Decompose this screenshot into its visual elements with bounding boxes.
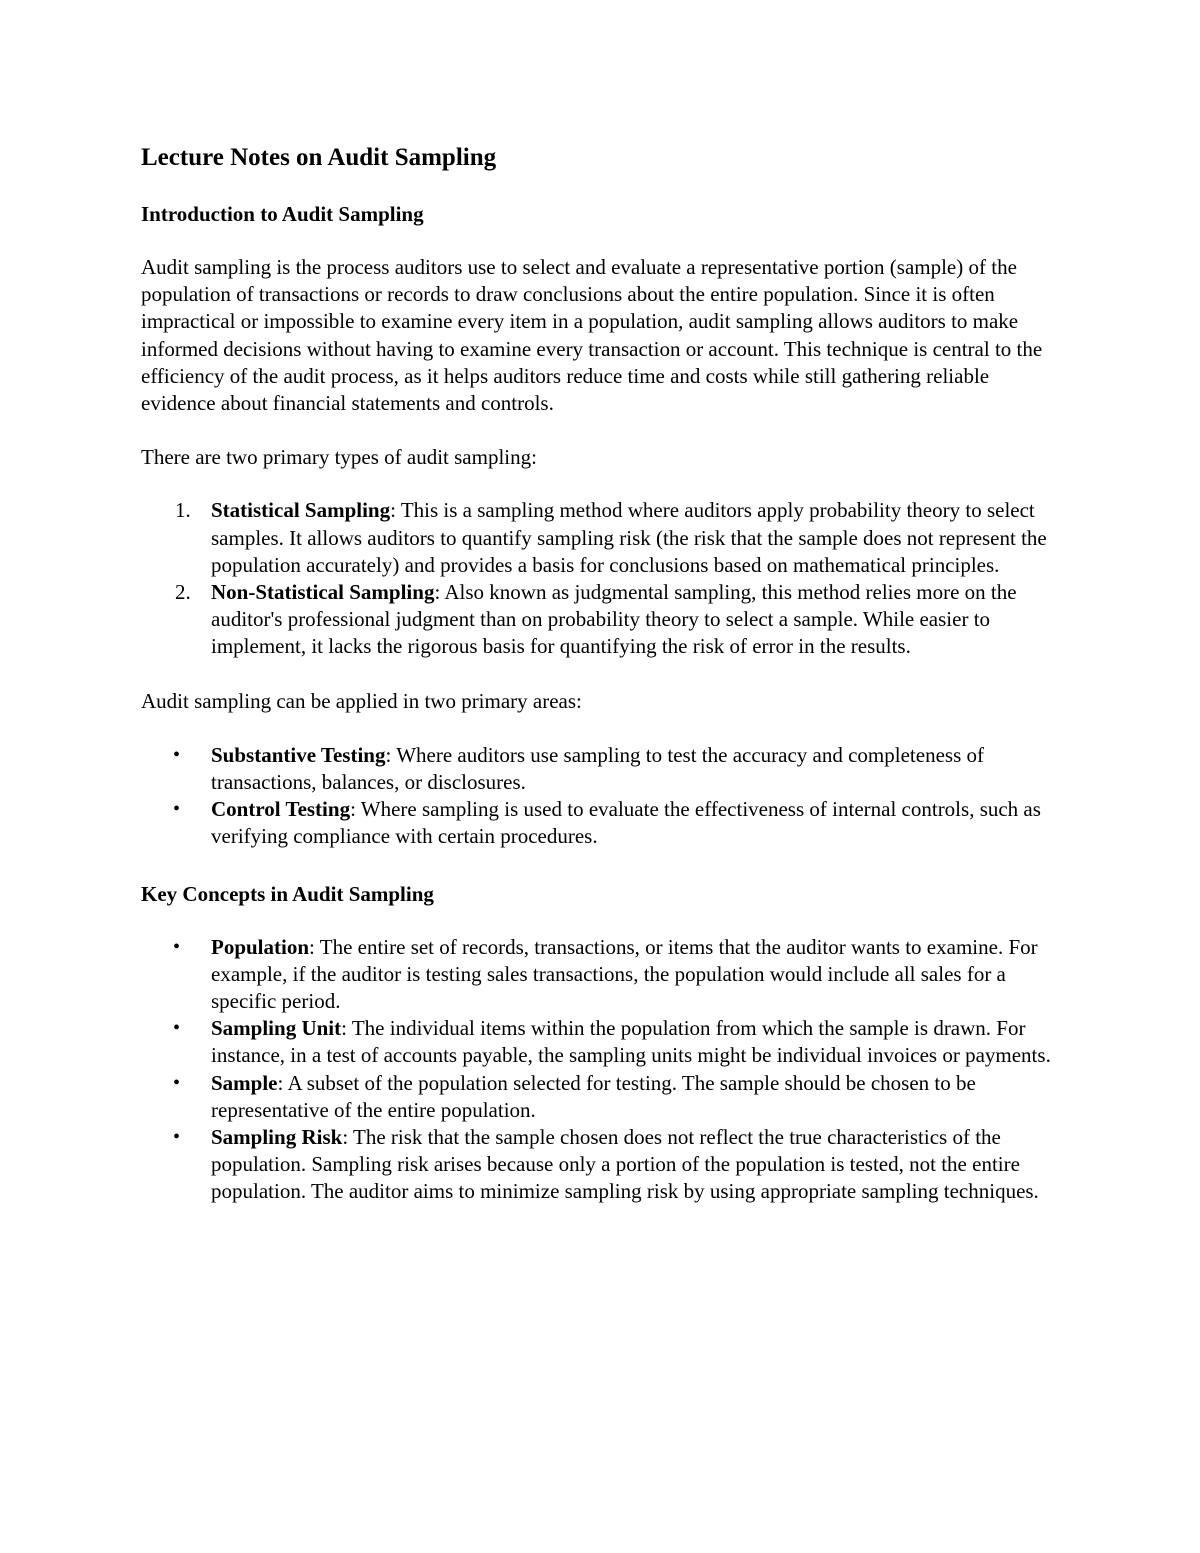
list-description: : The individual items within the population from which the sample is drawn. For instance, in a test of accounts payable, the sampling units might be individual invoices or payments.	[211, 1016, 1051, 1068]
section-heading-introduction: Introduction to Audit Sampling	[141, 202, 424, 226]
list-item	[141, 579, 1061, 661]
list-description: : Also known as judgmental sampling, this method relies more on the auditor's professional judgment than on probability theory to select a sample. While easier to implement, it lacks the rigorous basis for quantifying the risk of error in the results.	[211, 580, 1017, 659]
list-description: : The risk that the sample chosen does not reflect the true characteristics of the population. Sampling risk arises because only a portion of the population is tested, not the entire population. The auditor aims to minimize sampling risk by using appropriate sampling techniques.	[211, 1125, 1039, 1204]
bullet-icon: •	[173, 1017, 181, 1040]
bullet-icon: •	[173, 798, 181, 821]
list-term: Non-Statistical Sampling	[211, 580, 435, 605]
list-item	[141, 1124, 1061, 1206]
areas-intro-text: Audit sampling can be applied in two primary areas:	[141, 688, 582, 713]
list-description: : The entire set of records, transactions, or items that the auditor wants to examine. For example, if the auditor is testing sales transactions, the population would include all sales for a specific period.	[211, 934, 1038, 1014]
types-intro-text: There are two primary types of audit sampling:	[141, 445, 537, 470]
list-term: Control Testing	[211, 797, 351, 822]
application-areas-list	[141, 742, 1061, 851]
list-term: Population	[211, 934, 310, 959]
list-item	[141, 1070, 1061, 1124]
section-heading-key-concepts: Key Concepts in Audit Sampling	[141, 881, 434, 906]
list-number: 2.	[175, 580, 191, 605]
bullet-icon: •	[173, 1071, 181, 1094]
list-description: : Where auditors use sampling to test the accuracy and completeness of transactions, balances, or disclosures.	[211, 742, 984, 795]
list-description: : A subset of the population selected for testing. The sample should be chosen to be representative of the entire population.	[211, 1070, 976, 1122]
key-concepts-list	[141, 934, 1061, 1206]
document-title: Lecture Notes on Audit Sampling	[141, 144, 497, 171]
list-term: Sample	[211, 1070, 278, 1095]
list-term: Sampling Risk	[211, 1125, 343, 1150]
list-item	[141, 934, 1061, 1016]
list-term: Substantive Testing	[211, 742, 386, 767]
bullet-icon: •	[173, 1126, 181, 1149]
intro-paragraph: Audit sampling is the process auditors use to select and evaluate a representative portion (sample) of the population of transactions or records to draw conclusions about the entire population. Since it is often impractical or impossible to examine every item in a population, audit sampling allows auditors to make informed decisions without having to examine every transaction or account. This technique is central to the efficiency of the audit process, as it helps auditors reduce time and costs while still gathering reliable evidence about financial statements and controls.	[141, 255, 1043, 416]
list-item	[141, 497, 1061, 579]
list-term: Statistical Sampling	[211, 498, 391, 523]
list-item	[141, 1015, 1061, 1069]
list-item	[141, 796, 1061, 850]
document-page	[141, 140, 1061, 1206]
bullet-icon: •	[173, 935, 181, 958]
bullet-icon: •	[173, 743, 181, 766]
sampling-types-list	[141, 497, 1061, 660]
list-description: : This is a sampling method where auditors apply probability theory to select samples. It allows auditors to quantify sampling risk (the risk that the sample does not represent the population accurately) and provides a basis for conclusions based on mathematical principles.	[211, 498, 1047, 577]
list-item	[141, 742, 1061, 796]
list-description: : Where sampling is used to evaluate the effectiveness of internal controls, such as verifying compliance with certain procedures.	[211, 797, 1041, 849]
list-number: 1.	[175, 498, 191, 523]
list-term: Sampling Unit	[211, 1016, 342, 1041]
